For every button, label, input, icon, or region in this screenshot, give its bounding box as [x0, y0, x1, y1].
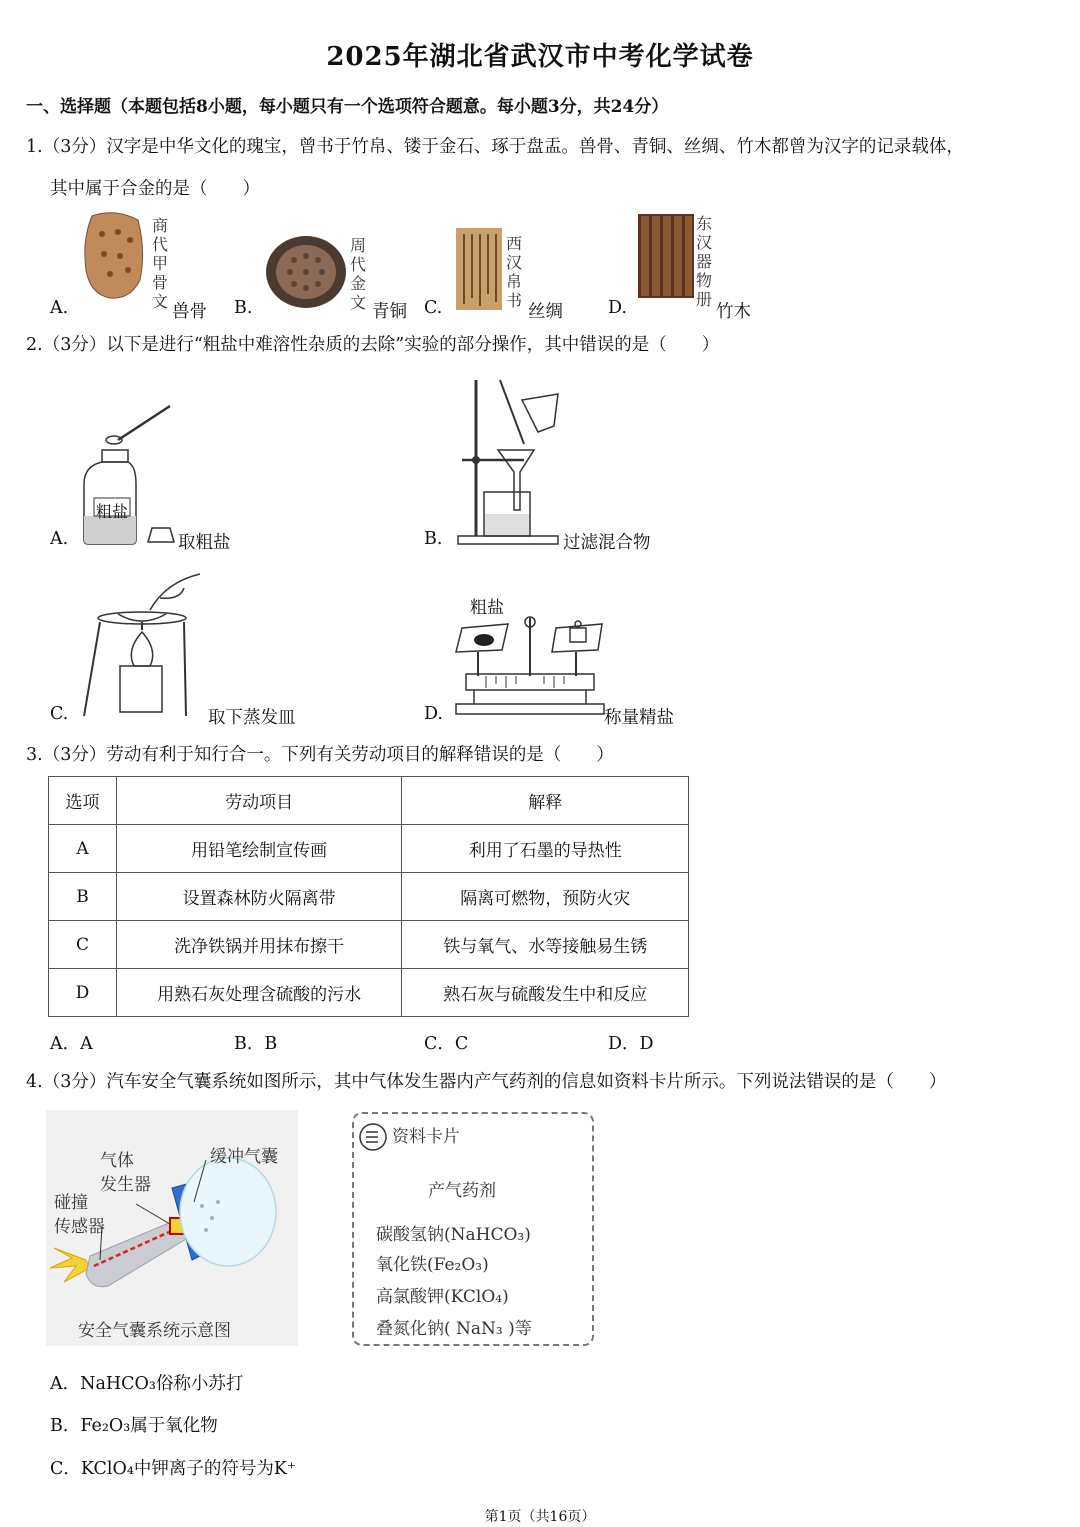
q1-option-b-text: 青铜 — [372, 302, 407, 322]
balance-label: 粗盐 — [470, 598, 504, 618]
q4-stem: 4.（3分）汽车安全气囊系统如图所示，其中气体发生器内产气药剂的信息如资料卡片所示。下列说法错误的是（ ） — [26, 1072, 947, 1092]
card-subtitle: 产气药剂 — [428, 1181, 496, 1201]
silk-manuscript-image — [456, 228, 502, 310]
q3-option-a[interactable]: A．A — [50, 1034, 93, 1054]
page-footer: 第1页（共16页） — [484, 1509, 596, 1525]
diagram-label-airbag: 缓冲气囊 — [210, 1147, 278, 1167]
q2-option-b-text: 过滤混合物 — [563, 533, 651, 553]
q3-option-b[interactable]: B．B — [234, 1034, 278, 1054]
q2-option-c-letter[interactable]: C. — [50, 704, 69, 724]
q1-option-d-letter[interactable]: D. — [608, 298, 627, 318]
q1-option-c-letter[interactable]: C. — [424, 298, 443, 318]
q1-option-a-text: 兽骨 — [172, 302, 207, 322]
q2-option-a-letter[interactable]: A. — [50, 529, 69, 549]
q4-option-c[interactable]: C．KClO₄中钾离子的符号为K⁺ — [50, 1459, 297, 1479]
q3-table — [48, 776, 689, 1017]
q2-stem: 2.（3分）以下是进行“粗盐中难溶性杂质的去除”实验的部分操作，其中错误的是（ ） — [26, 335, 720, 355]
page-title: 2025年湖北省武汉市中考化学试卷 — [326, 42, 754, 72]
bamboo-slips-image — [638, 214, 694, 298]
table-row — [49, 873, 689, 921]
bottle-label: 粗盐 — [96, 502, 129, 521]
q3-option-c[interactable]: C．C — [424, 1034, 469, 1054]
diagram-label-gas-generator-2: 发生器 — [100, 1175, 151, 1195]
data-card — [352, 1112, 594, 1346]
card-item: 高氯酸钾(KClO₄) — [376, 1287, 509, 1307]
q1-option-d-text: 竹木 — [716, 302, 751, 322]
bronze-vessel-image — [264, 234, 348, 310]
evaporation-diagram — [80, 570, 212, 720]
table-cell: 用铅笔绘制宣传画 — [116, 825, 402, 873]
table-cell: 铁与氧气、水等接触易生锈 — [402, 921, 689, 969]
q2-option-d-text: 称量精盐 — [604, 708, 674, 728]
q4-option-a[interactable]: A．NaHCO₃俗称小苏打 — [50, 1374, 244, 1394]
q2-option-a-text: 取粗盐 — [178, 533, 231, 553]
airbag-diagram — [46, 1110, 298, 1346]
card-header: 资料卡片 — [392, 1127, 460, 1147]
card-item: 叠氮化钠( NaN₃ )等 — [376, 1319, 532, 1339]
table-header-cell: 选项 — [49, 777, 117, 825]
diagram-label-gas-generator: 气体 — [100, 1151, 134, 1171]
q1-stem-line2: 其中属于合金的是（ ） — [50, 179, 260, 199]
table-header-cell: 解释 — [402, 777, 689, 825]
diagram-label-sensor: 碰撞 — [54, 1193, 88, 1213]
oracle-bone-image — [80, 210, 150, 302]
balance-diagram — [452, 616, 608, 720]
table-cell: 熟石灰与硫酸发生中和反应 — [402, 969, 689, 1017]
table-header-row — [49, 777, 689, 825]
q4-option-b[interactable]: B．Fe₂O₃属于氧化物 — [50, 1416, 218, 1436]
q1-option-b-caption: 周代金文 — [349, 236, 366, 312]
q1-option-a-letter[interactable]: A. — [50, 298, 69, 318]
table-cell: B — [49, 873, 117, 921]
q3-stem: 3.（3分）劳动有利于知行合一。下列有关劳动项目的解释错误的是（ ） — [26, 745, 614, 765]
table-row — [49, 825, 689, 873]
q1-option-c-caption: 西汉帛书 — [505, 234, 522, 310]
q2-option-c-text: 取下蒸发皿 — [208, 708, 296, 728]
q2-option-d-letter[interactable]: D. — [424, 704, 443, 724]
q2-option-b-letter[interactable]: B. — [424, 529, 443, 549]
q1-option-c-text: 丝绸 — [528, 302, 563, 322]
table-cell: 设置森林防火隔离带 — [116, 873, 402, 921]
diagram-label-sensor-2: 传感器 — [54, 1217, 105, 1237]
table-cell: A — [49, 825, 117, 873]
table-cell: C — [49, 921, 117, 969]
table-cell: 利用了石墨的导热性 — [402, 825, 689, 873]
section-heading: 一、选择题（本题包括8小题，每小题只有一个选项符合题意。每小题3分，共24分） — [26, 97, 669, 117]
table-cell: D — [49, 969, 117, 1017]
q1-option-d-caption: 东汉器物册 — [695, 214, 712, 309]
diagram-caption: 安全气囊系统示意图 — [78, 1321, 231, 1341]
card-book-icon — [358, 1122, 388, 1152]
q1-option-a-caption: 商代甲骨文 — [151, 216, 168, 311]
table-cell: 洗净铁锅并用抹布擦干 — [116, 921, 402, 969]
card-item: 氧化铁(Fe₂O₃) — [376, 1255, 489, 1275]
filtration-diagram — [454, 376, 566, 548]
table-header-cell: 劳动项目 — [116, 777, 402, 825]
table-row — [49, 969, 689, 1017]
q1-stem-line1: 1.（3分）汉字是中华文化的瑰宝，曾书于竹帛、镂于金石、琢于盘盂。兽骨、青铜、丝绸、竹木都曾为汉字的记录载体， — [26, 137, 964, 157]
table-row — [49, 921, 689, 969]
table-cell: 隔离可燃物，预防火灾 — [402, 873, 689, 921]
table-cell: 用熟石灰处理含硫酸的污水 — [116, 969, 402, 1017]
q1-option-b-letter[interactable]: B. — [234, 298, 253, 318]
take-salt-diagram — [78, 400, 238, 548]
card-item: 碳酸氢钠(NaHCO₃) — [376, 1225, 531, 1245]
q3-option-d[interactable]: D．D — [608, 1034, 654, 1054]
